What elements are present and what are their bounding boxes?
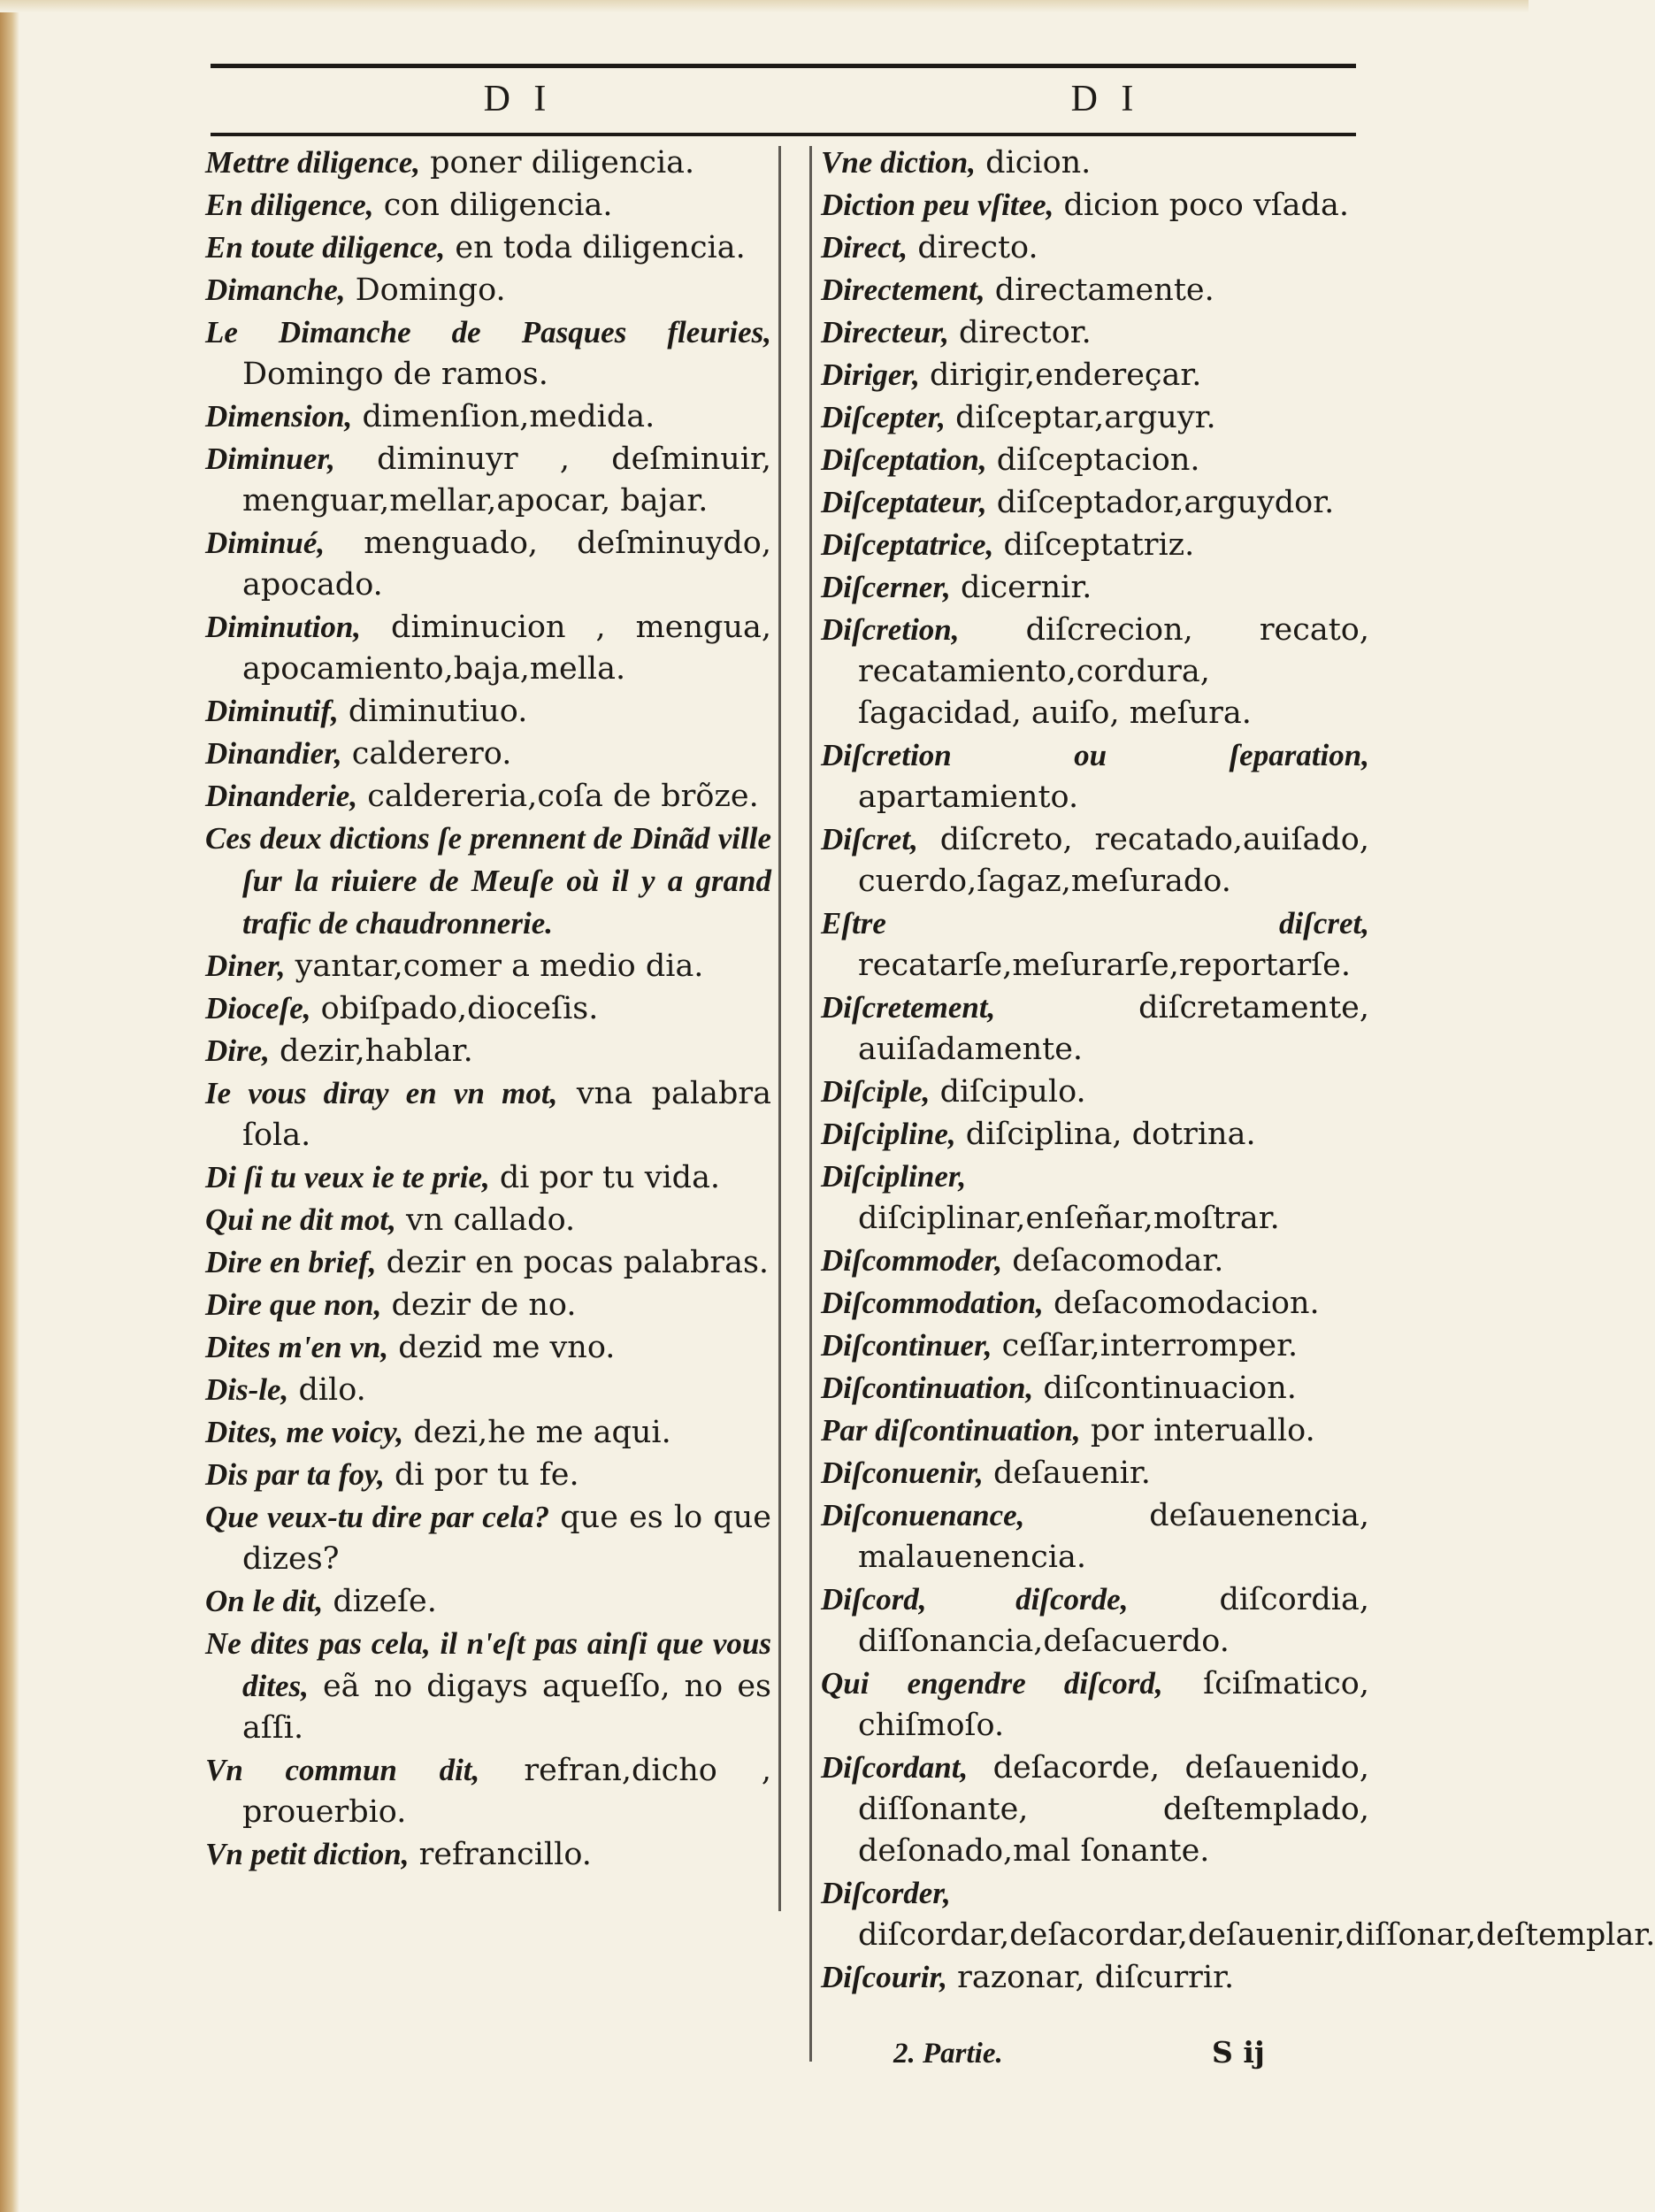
entry-headword: Diſcordant, <box>821 1750 969 1785</box>
entry-headword: Diſciple, <box>821 1074 931 1109</box>
dictionary-entry <box>205 1496 771 1580</box>
dictionary-entry <box>205 606 771 690</box>
entry-definition: dezi,he me aqui. <box>413 1415 671 1450</box>
entry-headword: Diſcorder, <box>821 1876 951 1910</box>
entry-headword: En diligence, <box>205 188 374 222</box>
entry-headword: Diſcret, <box>821 822 918 856</box>
signature-text: 2. Partie. <box>893 2038 1003 2070</box>
entry-headword: Dimanche, <box>205 273 346 307</box>
entry-headword: Diſceptateur, <box>821 485 987 519</box>
entry-definition: diſcrecion, recato, recatamiento,cordura, ſagacidad, auiſo, meſura. <box>858 612 1369 731</box>
entry-headword: Diſcord, diſcorde, <box>821 1582 1129 1617</box>
entry-definition: dezid me vno. <box>398 1330 616 1365</box>
entry-definition: Domingo de ramos. <box>242 357 548 392</box>
entry-definition: diſciplina, dotrina. <box>965 1117 1256 1152</box>
entry-definition: recatarſe,meſurarſe,reportarſe. <box>858 948 1351 983</box>
entry-headword: Diſceptatrice, <box>821 527 994 562</box>
entry-headword: Mettre diligence, <box>205 145 421 180</box>
entry-definition: dezir,hablar. <box>280 1033 473 1069</box>
entry-definition: diſcordia, diſſonancia,deſacuerdo. <box>858 1582 1369 1659</box>
entry-headword: Diſcipline, <box>821 1117 956 1151</box>
entry-headword: Directement, <box>821 273 985 307</box>
dictionary-entry <box>205 1199 771 1241</box>
dictionary-entry <box>821 142 1369 184</box>
entry-headword: Diminué, <box>205 526 326 560</box>
entry-definition: diminuyr , deſminuir, menguar,mellar,apocar, bajar. <box>242 442 771 518</box>
entry-headword: Dire que non, <box>205 1287 382 1322</box>
entry-headword: Diſcontinuation, <box>821 1371 1034 1405</box>
dictionary-entry <box>821 1113 1369 1156</box>
dictionary-entry <box>205 1241 771 1284</box>
entry-definition: eã no digays aqueſſo, no es aſſi. <box>242 1669 771 1746</box>
entry-headword: Ces deux dictions ſe prennent de Dinãd ville ſur la riuiere de Meuſe où il y a grand trafic de chaudronnerie. <box>205 821 771 941</box>
dictionary-entry <box>205 522 771 606</box>
dictionary-entry <box>205 1156 771 1199</box>
dictionary-entry <box>205 311 771 396</box>
dictionary-entry <box>821 524 1369 566</box>
entry-headword: Diſcepter, <box>821 400 946 434</box>
entry-definition: directo. <box>917 230 1038 265</box>
dictionary-entry <box>205 1454 771 1496</box>
entry-headword: Direct, <box>821 230 908 265</box>
entry-definition: deſacomodacion. <box>1053 1286 1320 1321</box>
dictionary-entry <box>205 227 771 269</box>
entry-definition: que es lo que dizes? <box>242 1500 771 1577</box>
entry-headword: Dites m'en vn, <box>205 1330 389 1364</box>
dictionary-entry <box>205 775 771 818</box>
entry-headword: Dimension, <box>205 399 353 434</box>
dictionary-entry <box>821 566 1369 609</box>
dictionary-entry <box>821 269 1369 311</box>
entry-definition: diſciplinar,enſeñar,moſtrar. <box>858 1201 1280 1236</box>
entry-definition: apartamiento. <box>858 780 1079 815</box>
dictionary-entry <box>205 1623 771 1749</box>
dictionary-entry <box>205 269 771 311</box>
dictionary-entry <box>205 945 771 987</box>
entry-headword: Diſcretion ou ſeparation, <box>821 738 1369 772</box>
entry-definition: diſcipulo. <box>939 1074 1086 1110</box>
entry-headword: Diſcretion, <box>821 612 960 647</box>
dictionary-entry <box>821 1282 1369 1325</box>
entry-definition: deſauenencia, malauenencia. <box>858 1498 1369 1575</box>
entry-headword: Dinanderie, <box>205 779 358 813</box>
entry-headword: En toute diligence, <box>205 230 446 265</box>
entry-definition: deſacomodar. <box>1012 1243 1224 1279</box>
dictionary-entry <box>205 1411 771 1454</box>
dictionary-entry <box>821 902 1369 987</box>
dictionary-entry <box>821 1956 1369 1999</box>
entry-definition: dicion poco vſada. <box>1063 188 1349 223</box>
dictionary-entry <box>205 818 771 945</box>
entry-definition: caldereria,coſa de brõze. <box>367 779 759 814</box>
page-edge <box>0 0 19 2212</box>
dictionary-entry <box>205 1833 771 1876</box>
entry-headword: Diſceptation, <box>821 442 987 477</box>
entry-headword: Directeur, <box>821 315 949 349</box>
entry-definition: directamente. <box>994 273 1214 308</box>
entry-definition: calderero. <box>351 736 512 772</box>
entry-definition: dilo. <box>298 1372 366 1408</box>
left-column <box>205 142 771 1876</box>
entry-definition: dicernir. <box>960 570 1092 605</box>
running-head-left: D I <box>483 79 554 119</box>
dictionary-entry <box>821 1409 1369 1452</box>
entry-headword: Ie vous diray en vn mot, <box>205 1076 558 1110</box>
dictionary-entry <box>205 396 771 438</box>
entry-headword: Diminutif, <box>205 694 339 728</box>
entry-headword: Que veux-tu dire par cela? <box>205 1500 550 1534</box>
entry-headword: Diſcretement, <box>821 990 996 1025</box>
entry-definition: dimenſion,medida. <box>362 399 655 434</box>
entry-definition: diſceptar,arguyr. <box>955 400 1216 435</box>
header-rule <box>211 133 1356 136</box>
dictionary-entry <box>205 1284 771 1326</box>
entry-headword: Diſcourir, <box>821 1960 947 1994</box>
dictionary-entry <box>205 1030 771 1072</box>
dictionary-entry <box>205 987 771 1030</box>
dictionary-entry <box>821 1663 1369 1747</box>
dictionary-entry <box>821 1325 1369 1367</box>
entry-definition: yantar,comer a medio dia. <box>295 949 704 984</box>
dictionary-entry <box>821 1367 1369 1409</box>
entry-definition: refrancillo. <box>418 1837 592 1872</box>
entry-definition: dezir de no. <box>391 1287 577 1323</box>
entry-headword: Eſtre diſcret, <box>821 906 1369 941</box>
entry-definition: razonar, diſcurrir. <box>957 1960 1235 1995</box>
entry-headword: Diminution, <box>205 610 362 644</box>
dictionary-entry <box>205 1749 771 1833</box>
entry-definition: di por tu vida. <box>499 1160 721 1195</box>
dictionary-entry <box>205 1326 771 1369</box>
page-top-edge <box>0 0 1529 12</box>
entry-headword: Dis-le, <box>205 1372 289 1407</box>
entry-definition: menguado, deſminuydo, apocado. <box>242 526 771 603</box>
dictionary-entry <box>821 734 1369 818</box>
entry-headword: Diriger, <box>821 357 920 392</box>
entry-headword: Dire, <box>205 1033 270 1068</box>
dictionary-entry <box>205 142 771 184</box>
entry-headword: Di ſi tu veux ie te prie, <box>205 1160 490 1194</box>
entry-headword: Ne dites pas cela, il n'eſt pas ainſi que vous dites, <box>205 1626 771 1703</box>
entry-definition: ſciſmatico, chiſmoſo. <box>858 1666 1369 1743</box>
signature-mark <box>893 2035 1003 2070</box>
top-rule <box>211 64 1356 68</box>
dictionary-entry <box>821 609 1369 734</box>
entry-definition: poner diligencia. <box>430 145 695 180</box>
entry-definition: con diligencia. <box>383 188 613 223</box>
entry-headword: Le Dimanche de Pasques fleuries, <box>205 315 771 349</box>
entry-headword: Dinandier, <box>205 736 342 771</box>
dictionary-entry <box>821 396 1369 439</box>
entry-definition: vn callado. <box>406 1202 576 1238</box>
entry-definition: dezir en pocas palabras. <box>386 1245 770 1280</box>
entry-definition: diſceptacion. <box>996 442 1200 478</box>
dictionary-entry <box>821 1494 1369 1578</box>
entry-definition: director. <box>959 315 1092 350</box>
dictionary-entry <box>821 439 1369 481</box>
dictionary-entry <box>821 354 1369 396</box>
entry-headword: Qui engendre diſcord, <box>821 1666 1163 1701</box>
dictionary-entry <box>821 1452 1369 1494</box>
dictionary-entry <box>205 1580 771 1623</box>
column-divider-right <box>809 146 812 2062</box>
dictionary-entry <box>205 1072 771 1156</box>
column-divider-left <box>778 146 781 1911</box>
dictionary-entry <box>821 1578 1369 1663</box>
entry-definition: diminutiuo. <box>348 694 528 729</box>
entry-definition: deſauenir. <box>992 1455 1151 1491</box>
entry-headword: Diſcontinuer, <box>821 1328 992 1363</box>
entry-definition: vna palabra ſola. <box>242 1076 771 1153</box>
entry-headword: Vn petit diction, <box>205 1837 410 1871</box>
entry-headword: Diſcerner, <box>821 570 951 604</box>
entry-definition: dirigir,endereçar. <box>929 357 1202 393</box>
entry-headword: Vn commun dit, <box>205 1753 480 1787</box>
entry-headword: Diſconuenance, <box>821 1498 1025 1532</box>
page-marker: S ij <box>1212 2035 1265 2070</box>
entry-definition: en toda diligencia. <box>455 230 746 265</box>
entry-headword: On le dit, <box>205 1584 324 1618</box>
entry-definition: diſceptatriz. <box>1003 527 1195 563</box>
dictionary-entry <box>821 1240 1369 1282</box>
entry-headword: Diſcipliner, <box>821 1159 967 1194</box>
dictionary-entry <box>821 481 1369 524</box>
entry-headword: Diction peu vſitee, <box>821 188 1054 222</box>
entry-headword: Qui ne dit mot, <box>205 1202 396 1237</box>
dictionary-entry <box>821 184 1369 227</box>
entry-definition: diſcontinuacion. <box>1043 1371 1297 1406</box>
entry-headword: Diminuer, <box>205 442 335 476</box>
dictionary-entry <box>205 438 771 522</box>
dictionary-entry <box>821 1747 1369 1872</box>
entry-headword: Diſcommodation, <box>821 1286 1044 1320</box>
entry-definition: refran,dicho , prouerbio. <box>242 1753 771 1830</box>
entry-headword: Diner, <box>205 949 286 983</box>
entry-definition: deſacorde, deſauenido, diſſonante, deſtemplado, deſonado,mal ſonante. <box>858 1750 1369 1869</box>
entry-definition: diſcordar,deſacordar,deſauenir,diſſonar,deſtemplar. <box>858 1917 1655 1953</box>
entry-definition: diſcretamente, auiſadamente. <box>858 990 1369 1067</box>
entry-headword: Dire en brief, <box>205 1245 377 1279</box>
entry-definition: di por tu fe. <box>395 1457 579 1493</box>
dictionary-entry <box>205 733 771 775</box>
entry-definition: obiſpado,dioceſis. <box>320 991 599 1026</box>
running-head-right: D I <box>1070 79 1141 119</box>
entry-headword: Par diſcontinuation, <box>821 1413 1081 1448</box>
entry-headword: Dioceſe, <box>205 991 311 1025</box>
entry-definition: Domingo. <box>355 273 506 308</box>
dictionary-entry <box>821 987 1369 1071</box>
entry-definition: ceſſar,interromper. <box>1001 1328 1299 1363</box>
entry-definition: diſceptador,arguydor. <box>996 485 1335 520</box>
entry-headword: Dis par ta foy, <box>205 1457 385 1492</box>
dictionary-entry <box>821 1156 1369 1240</box>
dictionary-entry <box>205 1369 771 1411</box>
dictionary-entry <box>205 184 771 227</box>
entry-definition: diminucion , mengua, apocamiento,baja,mella. <box>242 610 771 687</box>
dictionary-entry <box>821 1071 1369 1113</box>
entry-definition: diſcreto, recatado,auiſado, cuerdo,ſagaz,meſurado. <box>858 822 1369 899</box>
dictionary-entry <box>821 227 1369 269</box>
entry-definition: dizeſe. <box>333 1584 437 1619</box>
entry-headword: Vne diction, <box>821 145 977 180</box>
right-column <box>821 142 1655 1999</box>
entry-headword: Diſconuenir, <box>821 1455 984 1490</box>
dictionary-entry <box>821 311 1369 354</box>
entry-headword: Dites, me voicy, <box>205 1415 404 1449</box>
dictionary-entry <box>821 1872 1655 1956</box>
entry-definition: dicion. <box>985 145 1092 180</box>
entry-definition: por interuallo. <box>1090 1413 1315 1448</box>
dictionary-entry <box>821 818 1369 902</box>
entry-headword: Diſcommoder, <box>821 1243 1003 1278</box>
dictionary-entry <box>205 690 771 733</box>
